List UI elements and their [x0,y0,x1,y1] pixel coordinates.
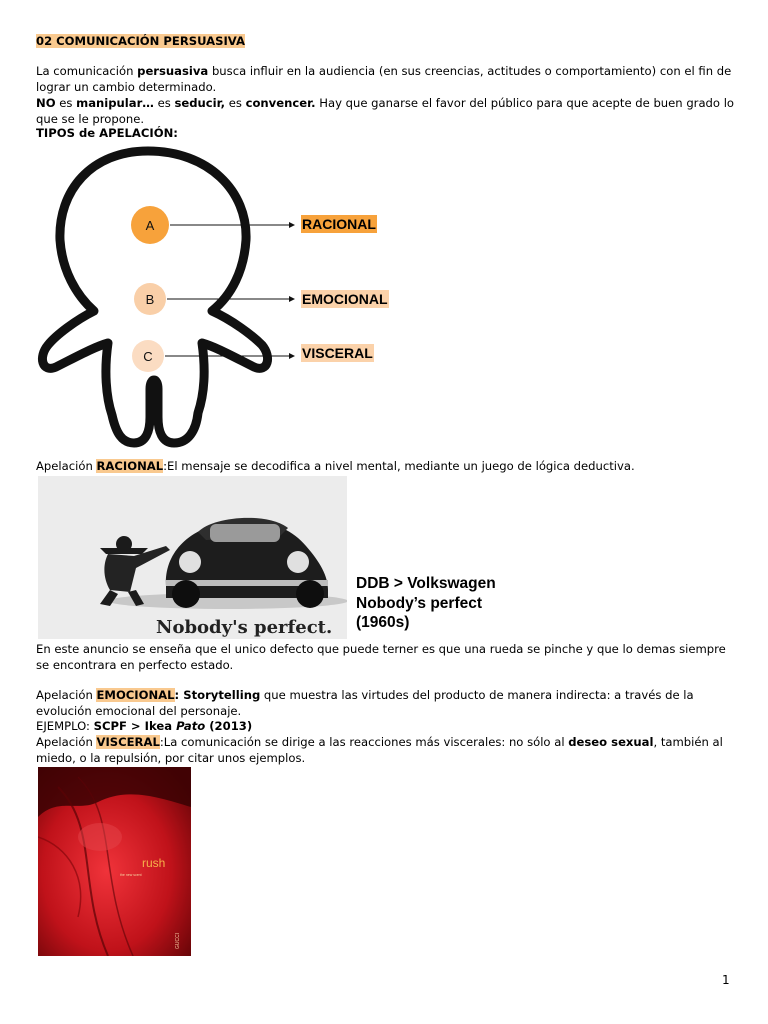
rush-ad-small: the new scent [120,873,142,877]
vw-explanation: En este anuncio se enseña que el unico defecto que puede terner es que una rueda se pinche y que lo demas siempre se encontrara en perfecto estado. [36,642,726,672]
vw-ad-text: Nobody's perfect. [156,617,333,638]
intro-paragraph-2: NO es manipular… es seducir, es convencer. Hay que ganarse el favor del público para que acepte de buen grado lo que se le propone. [36,96,735,126]
vw-caption-line-1: DDB > Volkswagen [356,575,496,592]
label-visceral: VISCERAL [302,345,373,361]
circle-a-label: A [145,218,155,233]
circle-c-label: C [143,349,153,364]
tipos-heading: TIPOS de APELACIÓN: [36,126,178,140]
page-number: 1 [722,973,730,987]
vw-ad-image [38,476,347,639]
label-emocional: EMOCIONAL [302,291,388,307]
racional-paragraph: Apelación RACIONAL:El mensaje se decodifica a nivel mental, mediante un juego de lógica deductiva. [36,459,635,473]
rush-ad-brand: rush [142,856,166,870]
intro-paragraph: La comunicación persuasiva busca influir en la audiencia (en sus creencias, actitudes o comportamiento) con el fin de lograr un cambio determinado. [36,64,732,94]
ejemplo-line: EJEMPLO: SCPF > Ikea Pato (2013) [36,719,253,733]
page-title: 02 COMUNICACIÓN PERSUASIVA [36,34,245,48]
rush-ad-side: GUCCI [175,932,181,949]
emocional-paragraph: Apelación EMOCIONAL: Storytelling que muestra las virtudes del producto de manera indirecta: a través de la evolución emocional del personaje. [36,688,694,718]
vw-caption-line-2: Nobody’s perfect [356,594,483,612]
vw-caption-line-3: (1960s) [356,614,410,631]
label-racional: RACIONAL [302,216,376,232]
circle-b-label: B [145,292,155,307]
rush-ad-image [38,767,191,956]
visceral-paragraph: Apelación VISCERAL:La comunicación se dirige a las reacciones más viscerales: no sólo al deseo sexual, también al miedo, o la repulsión, por citar unos ejemplos. [36,735,723,765]
vw-caption [356,574,496,633]
